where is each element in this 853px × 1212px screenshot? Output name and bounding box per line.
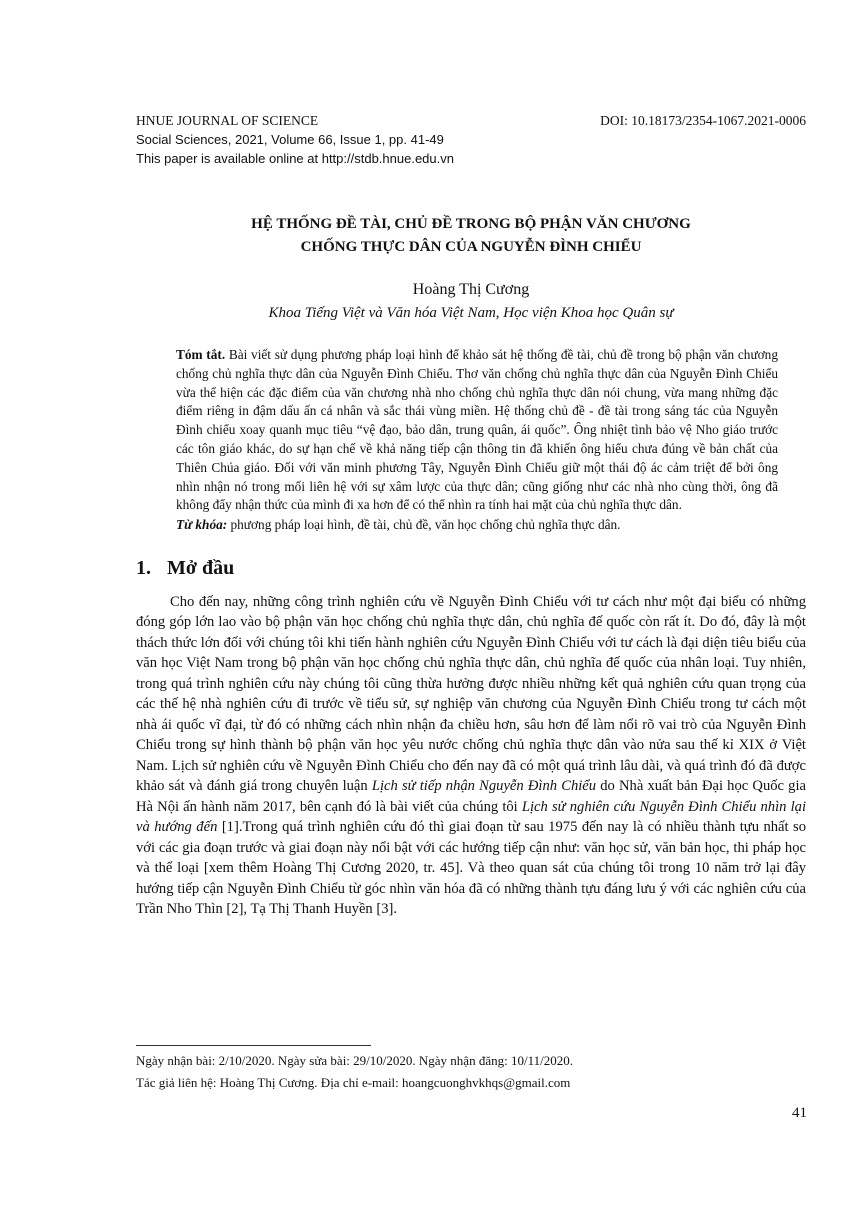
abstract-label: Tóm tắt. <box>176 347 226 362</box>
title-line-2: CHỐNG THỰC DÂN CỦA NGUYỄN ĐÌNH CHIỂU <box>300 239 642 255</box>
keywords-text: phương pháp loại hình, đề tài, chủ đề, văn học chống chủ nghĩa thực dân. <box>227 517 621 533</box>
footnote-contact: Tác giả liên hệ: Hoàng Thị Cương. Địa chỉ e-mail: hoangcuonghvkhqs@gmail.com <box>136 1075 571 1090</box>
section-number: 1. <box>136 556 151 579</box>
journal-header <box>136 112 806 130</box>
title-line-1: HỆ THỐNG ĐỀ TÀI, CHỦ ĐỀ TRONG BỘ PHẬN VĂN CHƯƠNG <box>251 216 691 232</box>
online-info: This paper is available online at http://stdb.hnue.edu.vn <box>136 151 454 166</box>
journal-name: HNUE JOURNAL OF SCIENCE <box>136 113 319 128</box>
footnote-dates: Ngày nhận bài: 2/10/2020. Ngày sửa bài: 29/10/2020. Ngày nhận đăng: 10/11/2020. <box>136 1053 573 1068</box>
book-title-1: Lịch sử tiếp nhận Nguyễn Đình Chiểu <box>371 778 597 795</box>
paper-page <box>136 112 806 920</box>
paper-title <box>136 213 806 259</box>
paragraph-part-1: Cho đến nay, những công trình nghiên cứu về Nguyễn Đình Chiểu với tư cách như một đại biểu có những đóng góp lớn lao vào bộ phận văn học chống chủ nghĩa thực dân, chủ nghĩa đế quốc còn rất ít. Do đó, đây là một thách thức lớn đối với chúng tôi khi tiến hành nghiên cứu Nguyễn Đình Chiểu với tư cách là đại diện tiêu biểu của văn học Việt Nam trong bộ phận văn học chống chủ nghĩa thực dân, chủ nghĩa đế quốc của nhân loại. Tuy nhiên, trong quá trình nghiên cứu này chúng tôi cũng thừa hưởng được nhiều những kết quả nghiên cứu quan trọng của các thế hệ nhà nghiên cứu đi trước về tiểu sử, sự nghiệp văn chương của Nguyễn Đình Chiểu trong tư cách một nhà ái quốc vĩ đại, từ đó có những cách nhìn nhận đa chiều hơn, sâu hơn để làm nổi rõ vai trò của Nguyễn Đình Chiểu trong sự hình thành bộ phận văn học yêu nước chống chủ nghĩa thực dân vào nửa sau thế kỉ XIX ở Việt Nam. Lịch sử nghiên cứu về Nguyễn Đình Chiểu cho đến nay đã có một quá trình lâu dài, và quá trình đó đã được khảo sát và đánh giá trong chuyên luận <box>136 593 806 795</box>
keywords-label: Từ khóa: <box>176 517 228 533</box>
issue-info: Social Sciences, 2021, Volume 66, Issue 1, pp. 41-49 <box>136 132 444 147</box>
doi: DOI: 10.18173/2354-1067.2021-0006 <box>600 113 806 128</box>
article-title: Lịch sử nghiên cứu Nguyễn Đình Chiểu nhìn lại và hướng đến <box>136 798 806 836</box>
affiliation: Khoa Tiếng Việt và Văn hóa Việt Nam, Học viện Khoa học Quân sự <box>268 305 674 321</box>
keywords <box>176 516 778 535</box>
footnotes <box>136 1050 806 1094</box>
page-number: 41 <box>792 1105 807 1121</box>
abstract-text: Bài viết sử dụng phương pháp loại hình để khảo sát hệ thống đề tài, chủ đề trong bộ phận văn chương chống chủ nghĩa thực dân của Nguyễn Đình Chiểu. Thơ văn chống chủ nghĩa thực dân của Nguyễn Đình Chiểu vừa thể hiện các đặc điểm của văn chương nhà nho chống chủ nghĩa thực dân nói chung, vừa mang những đặc điểm riêng in đậm dấu ấn cá nhân và sắc thái vùng miền. Hệ thống chủ đề - đề tài trong sáng tác của Nguyễn Đình chiểu xoay quanh mục tiêu “vệ đạo, bảo dân, trung quân, ái quốc”. Ông nhiệt tình bảo vệ Nho giáo trước các tôn giáo khác, do sự hạn chế về khả năng tiếp cận thông tin đã khiến ông hiểu chưa đúng về bản chất của Thiên Chúa giáo. Đối với văn minh phương Tây, Nguyễn Đình Chiểu giữ một thái độ ác cảm triệt để bởi ông nhìn nhận nó trong mối liên hệ với sự xâm lược của thực dân; cũng giống như các nhà nho cùng thời, ông đã không đẩy nhận thức của mình đi xa hơn để có thể nhìn ra tính hai mặt của chủ nghĩa thực dân. <box>176 347 778 513</box>
section-title: Mở đầu <box>167 556 235 579</box>
footnote-divider <box>136 1045 371 1046</box>
paragraph-part-3: [1].Trong quá trình nghiên cứu đó thì giai đoạn từ sau 1975 đến nay là có nhiều thành tựu nhất so với các gia đoạn trước và giai đoạn này nổi bật với các hướng tiếp cận như: văn học sử, văn bản học, thi pháp học và thể loại [xem thêm Hoàng Thị Cương 2020, tr. 45]. Và theo quan sát của chúng tôi trong 10 năm trở lại đây hướng tiếp cận Nguyễn Đình Chiểu từ góc nhìn văn hóa đã có những thành tựu đáng lưu ý với các nghiên cứu của Trần Nho Thìn [2], Tạ Thị Thanh Huyền [3]. <box>136 819 806 918</box>
abstract <box>176 346 778 515</box>
author-name: Hoàng Thị Cương <box>412 281 530 298</box>
section-heading <box>136 557 806 580</box>
paragraph-part-2: do Nhà xuất bản Đại học Quốc gia Hà Nội ấn hành năm 2017, bên cạnh đó là bài viết của chúng tôi <box>136 778 806 815</box>
body-paragraph <box>136 592 806 920</box>
